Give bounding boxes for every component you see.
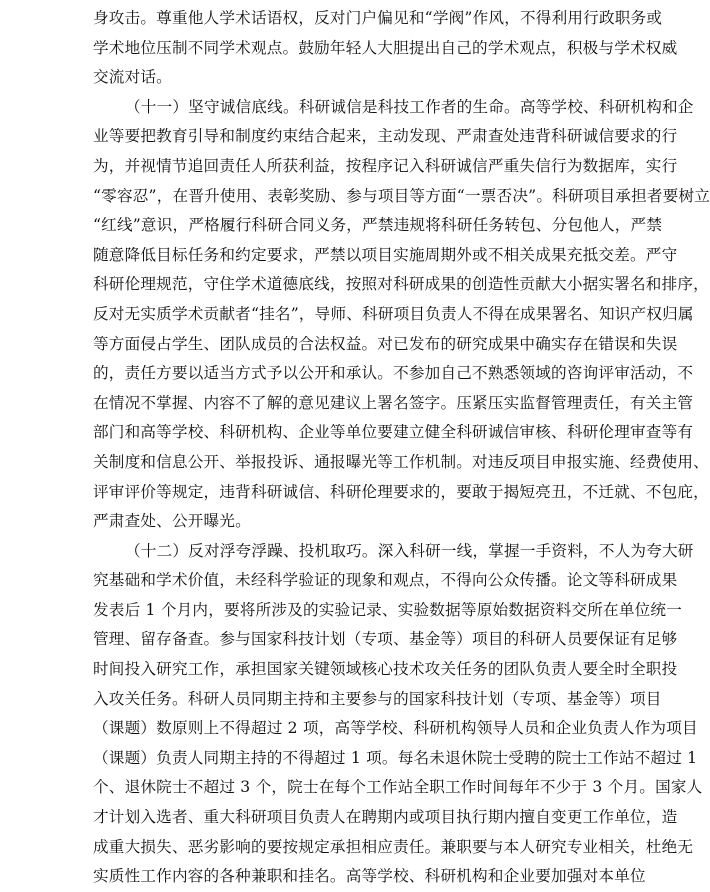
text-line: 交流对话。 — [93, 68, 172, 87]
text-line: 关制度和信息公开、举报投诉、通报曝光等工作机制。对违反项目申报实施、经费使用、 — [93, 452, 709, 471]
text-line: 随意降低目标任务和约定要求，严禁以项目实施周期外或不相关成果充抵交差。严守 — [93, 245, 678, 264]
text-line: 成重大损失、恶劣影响的要按规定承担相应责任。兼职要与本人研究专业相关，杜绝无 — [93, 837, 694, 856]
text-line: 反对无实质学术贡献者“挂名”，导师、科研项目负责人不得在成果署名、知识产权归属 — [93, 304, 694, 323]
text-line: 才计划入选者、重大科研项目负责人在聘期内或项目执行期内擅自变更工作单位，造 — [93, 808, 678, 827]
text-line: 等方面侵占学生、团队成员的合法权益。对已发布的研究成果中确实存在错误和失误 — [93, 334, 678, 353]
text-line: 时间投入研究工作，承担国家关键领域核心技术攻关任务的团队负责人要全时全职投 — [93, 660, 678, 679]
text-line: 究基础和学术价值，未经科学验证的现象和观点，不得向公众传播。论文等科研成果 — [93, 571, 678, 590]
paragraph-heading-12: （十二）反对浮夸浮躁、投机取巧。深入科研一线，掌握一手资料，不人为夸大研 — [125, 541, 694, 560]
paragraph-heading-11: （十一）坚守诚信底线。科研诚信是科技工作者的生命。高等学校、科研机构和企 — [125, 97, 694, 116]
text-line: 管理、留存备查。参与国家科技计划（专项、基金等）项目的科研人员要保证有足够 — [93, 630, 678, 649]
text-line: 身攻击。尊重他人学术话语权，反对门户偏见和“学阀”作风，不得利用行政职务或 — [93, 9, 663, 27]
text-line: 科研伦理规范，守住学术道德底线，按照对科研成果的创造性贡献大小据实署名和排序， — [93, 275, 709, 294]
text-line: 实质性工作内容的各种兼职和挂名。高等学校、科研机构和企业要加强对本单位 — [93, 867, 646, 886]
text-line: 部门和高等学校、科研机构、企业等单位要建立健全科研诚信审核、科研伦理审查等有 — [93, 423, 694, 442]
text-line: 发表后 1 个月内，要将所涉及的实验记录、实验数据等原始数据资料交所在单位统一 — [93, 600, 683, 619]
text-line: 个、退休院士不超过 3 个，院士在每个工作站全职工作时间每年不少于 3 个月。国家人 — [93, 778, 703, 797]
text-line: （课题）负责人同期主持的不得超过 1 项。每名未退休院士受聘的院士工作站不超过 1 — [93, 748, 698, 767]
text-line: “零容忍”，在晋升使用、表彰奖励、参与项目等方面“一票否决”。科研项目承担者要树立 — [93, 186, 710, 205]
text-line: 业等要把教育引导和制度约束结合起来，主动发现、严肃查处违背科研诚信要求的行 — [93, 127, 678, 146]
text-line: “红线”意识，严格履行科研合同义务，严禁违规将科研任务转包、分包他人，严禁 — [93, 216, 663, 235]
text-line: 入攻关任务。科研人员同期主持和主要参与的国家科技计划（专项、基金等）项目 — [93, 689, 662, 708]
text-line: 学术地位压制不同学术观点。鼓励年轻人大胆提出自己的学术观点，积极与学术权威 — [93, 38, 678, 57]
text-line: 在情况不掌握、内容不了解的意见建议上署名签字。压紧压实监督管理责任，有关主管 — [93, 393, 694, 412]
text-line: 严肃查处、公开曝光。 — [93, 512, 251, 531]
text-line: 评审评价等规定，违背科研诚信、科研伦理要求的，要敢于揭短亮丑，不迁就、不包庇， — [93, 482, 709, 501]
text-line: （课题）数原则上不得超过 2 项，高等学校、科研机构领导人员和企业负责人作为项目 — [93, 719, 698, 738]
text-line: 为，并视情节追回责任人所获利益，按程序记入科研诚信严重失信行为数据库，实行 — [93, 156, 678, 175]
text-line: 的，责任方要以适当方式予以公开和承认。不参加自己不熟悉领域的咨询评审活动，不 — [93, 364, 694, 383]
